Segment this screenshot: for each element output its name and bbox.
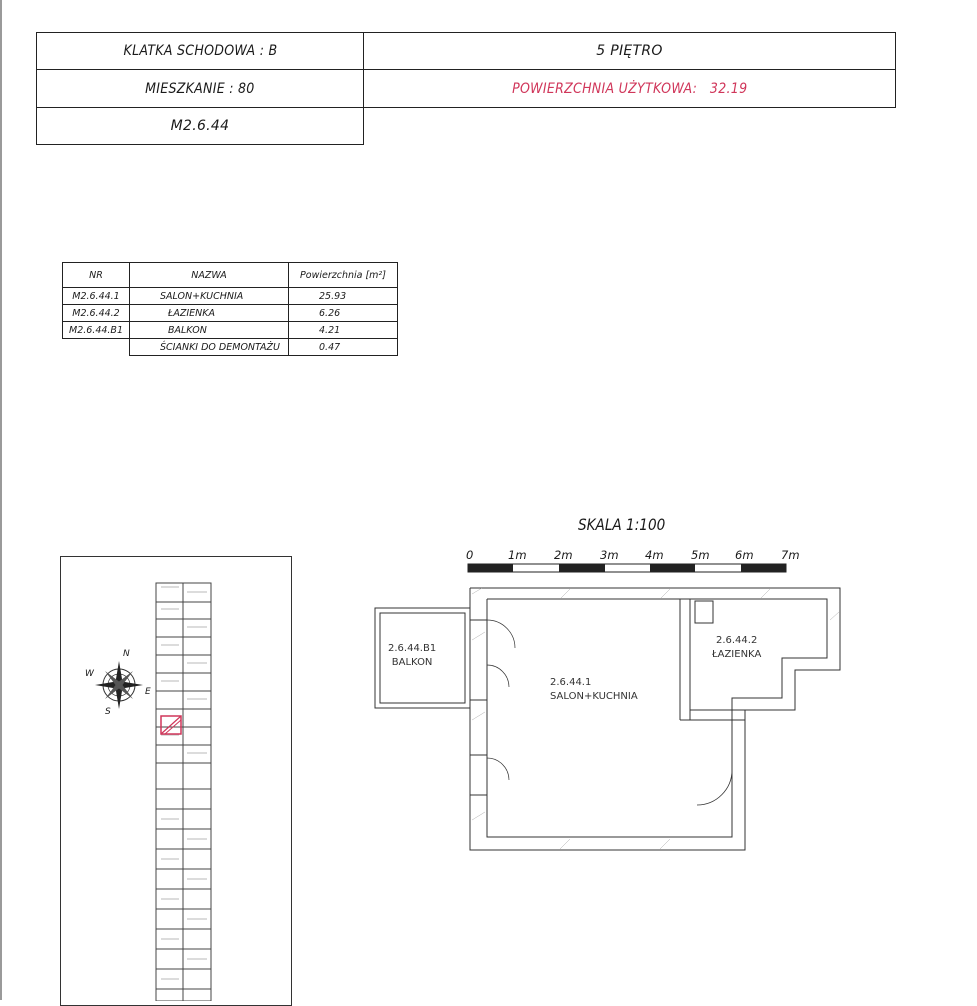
usable-area-cell [363, 69, 896, 108]
table-row-3-area [288, 321, 398, 339]
bathroom-name: ŁAZIENKA [712, 649, 762, 660]
col-header-name-text: NAZWA [191, 269, 227, 281]
living-name: SALON+KUCHNIA [550, 691, 638, 702]
compass-e: E [145, 687, 151, 697]
row-name-text: BALKON [168, 324, 207, 336]
row-area-text: 0.47 [319, 341, 341, 353]
table-row-1-name [129, 287, 289, 305]
apartment-text: MIESZKANIE : 80 [145, 80, 255, 97]
balcony-label [388, 642, 436, 670]
table-row-2-name [129, 304, 289, 322]
key-plan [60, 556, 292, 1006]
table-row-3-name [129, 321, 289, 339]
floor-text: 5 PIĘTRO [596, 43, 663, 59]
row-area-text: 25.93 [319, 290, 347, 302]
key-plan-drawing [61, 557, 293, 1001]
table-row-1-area [288, 287, 398, 305]
table-row-2-area [288, 304, 398, 322]
scale-title: SKALA 1:100 [578, 515, 666, 534]
balcony-name: BALKON [391, 657, 433, 668]
scale-tick-6: 6m [735, 548, 754, 562]
table-row-4-area [288, 338, 398, 356]
floor-plan-drawing [360, 580, 850, 855]
bathroom-code: 2.6.44.2 [715, 635, 758, 646]
rooms-table [62, 262, 398, 356]
row-nr-text: M2.6.44.B1 [69, 324, 123, 336]
compass-s: S [105, 707, 111, 717]
unit-code-text: M2.6.44 [170, 118, 230, 134]
row-nr-text: M2.6.44.2 [72, 307, 120, 319]
table-row-3-nr [62, 321, 130, 339]
bathroom-label [712, 634, 761, 662]
page-edge [0, 0, 2, 1000]
compass-w: W [85, 669, 94, 679]
compass-n: N [123, 649, 130, 659]
row-area-text: 4.21 [319, 324, 341, 336]
scale-tick-0: 0 [466, 548, 474, 562]
compass-rose [95, 661, 143, 709]
scale-tick-5: 5m [691, 548, 710, 562]
row-name-text: ŁAZIENKA [168, 307, 215, 319]
scale-bar-graphic [460, 515, 800, 575]
table-row-4-name [129, 338, 289, 356]
table-row-1-nr [62, 287, 130, 305]
stairwell-cell [36, 32, 364, 70]
row-nr-text: M2.6.44.1 [72, 290, 120, 302]
living-label [550, 676, 638, 704]
col-header-name [129, 262, 289, 288]
balcony-code: 2.6.44.B1 [388, 643, 437, 654]
row-area-text: 6.26 [319, 307, 341, 319]
row-name-text: ŚCIANKI DO DEMONTAŻU [160, 341, 280, 353]
stairwell-text: KLATKA SCHODOWA : B [123, 43, 277, 59]
col-header-nr-text: NR [89, 269, 103, 281]
scale-tick-4: 4m [645, 548, 664, 562]
scale-tick-3: 3m [600, 548, 619, 562]
scale-bar [460, 515, 800, 575]
col-header-nr [62, 262, 130, 288]
row-name-text: SALON+KUCHNIA [160, 290, 244, 302]
unit-code-cell [36, 107, 364, 145]
floor-cell [363, 32, 896, 70]
scale-tick-7: 7m [781, 548, 800, 562]
usable-area-text: POWIERZCHNIA UŻYTKOWA: 32.19 [511, 80, 748, 97]
col-header-area [288, 262, 398, 288]
header-table [36, 32, 896, 145]
scale-tick-2: 2m [554, 548, 573, 562]
apartment-cell [36, 69, 364, 108]
table-row-2-nr [62, 304, 130, 322]
floor-plan [360, 580, 850, 855]
col-header-area-text: Powierzchnia [m²] [300, 269, 386, 281]
scale-tick-1: 1m [508, 548, 527, 562]
living-code: 2.6.44.1 [550, 677, 592, 688]
